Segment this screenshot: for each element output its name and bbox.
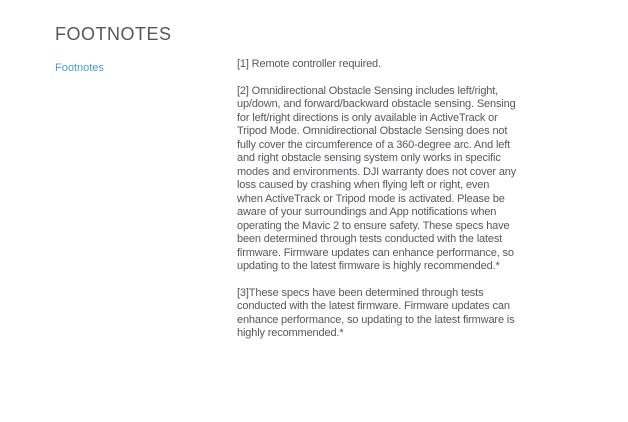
sidebar (55, 58, 205, 76)
page-title: FOOTNOTES (55, 24, 172, 44)
footnote-2: [2] Omnidirectional Obstacle Sensing includes left/right, up/down, and forward/backward obstacle sensing. Sensing for left/right directions is only available in ActiveTrack or Tripod Mode. Omnidirectional Obstacle Sensing does not fully cover the circumference of a 360-degree arc. And left and right obstacle sensing system only works in specific modes and environments. DJI warranty does not cover any loss caused by crashing when flying left or right, even when ActiveTrack or Tripod mode is activated. Please be aware of your surroundings and App notifications when operating the Mavic 2 to ensure safety. These specs have been determined through tests conducted with the latest firmware. Firmware updates can enhance performance, so updating to the latest firmware is highly recommended.* (237, 84, 517, 272)
footnotes-content (237, 58, 517, 354)
footnote-3: [3]These specs have been determined through tests conducted with the latest firmware. Firmware updates can enhance performance, so updating to the latest firmware is highly recommended.* (237, 286, 515, 339)
sidebar-item-footnotes[interactable]: Footnotes (55, 62, 104, 74)
footnote-1: [1] Remote controller required. (237, 58, 381, 70)
